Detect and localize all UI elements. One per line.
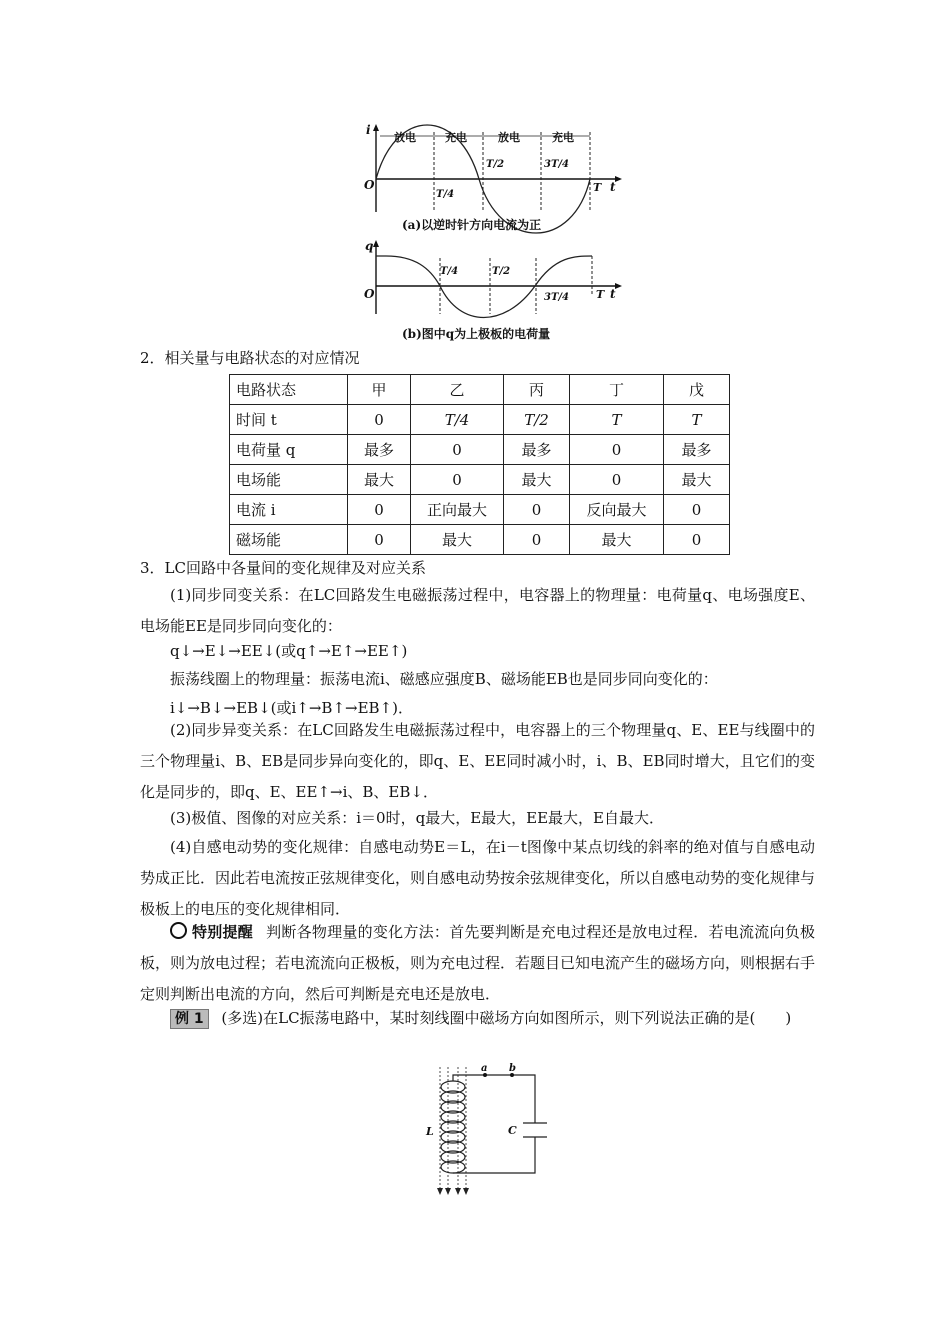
- tick-label: T: [593, 181, 602, 194]
- field-arrow-icon: [437, 1188, 469, 1195]
- circuit-wires: [453, 1075, 547, 1173]
- table-header-cell: 丁: [570, 375, 664, 405]
- example-text: (多选)在LC振荡电路中，某时刻线圈中磁场方向如图所示，则下列说法正确的是( ): [221, 1009, 792, 1027]
- table-cell: T/4: [411, 405, 504, 435]
- phase-label: 放电: [498, 131, 520, 144]
- tip-label: 特别提醒: [192, 923, 254, 941]
- axis-x-label-a: t: [610, 180, 616, 194]
- node-a-label: a: [481, 1063, 488, 1074]
- tick-label: 3T/4: [544, 159, 570, 170]
- tick-label: T/4: [436, 189, 455, 200]
- table-cell: 反向最大: [570, 495, 664, 525]
- table-row: [230, 435, 730, 465]
- table-row: [230, 465, 730, 495]
- table-cell: 最多: [664, 435, 730, 465]
- inductor-label: L: [426, 1125, 434, 1138]
- table-cell: 0: [664, 525, 730, 555]
- table-header-cell: 乙: [411, 375, 504, 405]
- table-row: [230, 495, 730, 525]
- table-cell: 磁场能: [230, 525, 348, 555]
- table-cell: 0: [411, 435, 504, 465]
- figure-a-current-graph: [360, 122, 625, 237]
- tick-label: 3T/4: [544, 292, 570, 303]
- lc-circuit-diagram: [420, 1063, 550, 1198]
- table-cell: 最大: [664, 465, 730, 495]
- table-cell: 0: [348, 525, 411, 555]
- table-cell: 最大: [570, 525, 664, 555]
- table-cell: 最大: [504, 465, 570, 495]
- table-cell: 0: [348, 405, 411, 435]
- table-header-cell: 甲: [348, 375, 411, 405]
- table-cell: 0: [504, 525, 570, 555]
- table-cell: 0: [570, 465, 664, 495]
- phase-label: 放电: [394, 131, 416, 144]
- axis-y-label-a: i: [366, 123, 371, 137]
- table-header-cell: 电路状态: [230, 375, 348, 405]
- table-cell: 最多: [504, 435, 570, 465]
- table-cell: 0: [664, 495, 730, 525]
- formula-electric: q↓→E↓→EE↓(或q↑→E↑→EE↑): [170, 642, 408, 660]
- example-badge: 例 1: [170, 1009, 209, 1029]
- origin-label-a: O: [364, 178, 375, 192]
- table-header-cell: 丙: [504, 375, 570, 405]
- table-cell: 最大: [348, 465, 411, 495]
- table-cell: 电流 i: [230, 495, 348, 525]
- paragraph-extremes: (3)极值、图像的对应关系：i＝0时，q最大，E最大，EE最大，E自最大．: [170, 809, 664, 827]
- table-cell: 最多: [348, 435, 411, 465]
- tip-icon: [170, 922, 187, 939]
- state-table: [229, 374, 730, 555]
- table-cell: 0: [411, 465, 504, 495]
- axis-x-label-b: t: [610, 287, 616, 301]
- table-row: [230, 525, 730, 555]
- tick-label: T/4: [440, 266, 459, 277]
- table-cell: 0: [348, 495, 411, 525]
- table-cell: T: [664, 405, 730, 435]
- table-cell: 电荷量 q: [230, 435, 348, 465]
- tip-block: [140, 917, 815, 1010]
- table-cell: 0: [570, 435, 664, 465]
- formula-magnetic: i↓→B↓→EB↓(或i↑→B↑→EB↑)．: [170, 699, 413, 717]
- inductor-coil: [441, 1081, 465, 1173]
- example-block: [140, 1003, 815, 1034]
- paragraph-sync-opposite: (2)同步异变关系：在LC回路发生电磁振荡过程中，电容器上的三个物理量q、E、EE与线圈中的三个物理量i、B、EB是同步异向变化的，即q、E、EE同时减小时，i、B、EB同时增大，且它们的变化是同步的，即q、E、EE↑→i、B、EB↓．: [140, 721, 815, 801]
- table-cell: 时间 t: [230, 405, 348, 435]
- paragraph-sync-same: (1)同步同变关系：在LC回路发生电磁振荡过程中，电容器上的物理量：电荷量q、电场强度E、电场能EE是同步同向变化的：: [140, 586, 815, 635]
- section-2-title: 2．相关量与电路状态的对应情况: [140, 349, 360, 367]
- tick-label: T/2: [492, 266, 511, 277]
- table-cell: 电场能: [230, 465, 348, 495]
- origin-label-b: O: [364, 287, 375, 301]
- figure-a-caption: (a)以逆时针方向电流为正: [402, 218, 542, 232]
- table-row: [230, 405, 730, 435]
- tick-label: T: [596, 288, 605, 301]
- paragraph-coil: 振荡线圈上的物理量：振荡电流i、磁感应强度B、磁场能EB也是同步同向变化的：: [170, 670, 718, 688]
- phase-label: 充电: [445, 131, 467, 144]
- table-cell: 0: [504, 495, 570, 525]
- section-3-title: 3．LC回路中各量间的变化规律及对应关系: [140, 559, 426, 577]
- table-header-row: [230, 375, 730, 405]
- tick-label: T/2: [486, 159, 505, 170]
- figure-b-charge-graph: [360, 238, 625, 346]
- tip-text: 判断各物理量的变化方法：首先要判断是充电过程还是放电过程．若电流流向负极板，则为放电过程；若电流流向正极板，则为充电过程．若题目已知电流产生的磁场方向，则根据右手定则判断出电流的方向，然后可判断是充电还是放电．: [140, 923, 816, 1003]
- table-cell: T/2: [504, 405, 570, 435]
- table-cell: 正向最大: [411, 495, 504, 525]
- table-cell: 最大: [411, 525, 504, 555]
- paragraph-self-emf: (4)自感电动势的变化规律：自感电动势E＝L，在i－t图像中某点切线的斜率的绝对值与自感电动势成正比．因此若电流按正弦规律变化，则自感电动势按余弦规律变化，所以自感电动势的变化规律与极板上的电压的变化规律相同．: [140, 838, 816, 918]
- node-b-label: b: [509, 1063, 516, 1074]
- capacitor-label: C: [508, 1124, 517, 1137]
- axis-y-label-b: q: [365, 239, 374, 253]
- table-header-cell: 戊: [664, 375, 730, 405]
- table-cell: T: [570, 405, 664, 435]
- figure-b-caption: (b)图中q为上极板的电荷量: [402, 327, 551, 341]
- phase-label: 充电: [552, 131, 574, 144]
